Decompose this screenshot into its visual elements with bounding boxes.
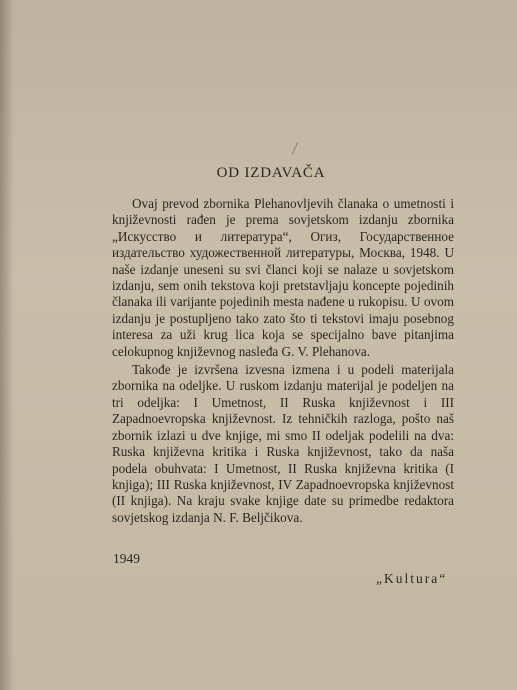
pencil-mark xyxy=(291,142,303,158)
footer-year: 1949 xyxy=(113,551,140,566)
binding-shadow xyxy=(0,0,14,690)
footer-publisher: „Kultura“ xyxy=(376,571,448,586)
body-text xyxy=(112,196,454,526)
page-title: OD IZDAVAČA xyxy=(216,165,326,181)
paragraph-1: Ovaj prevod zbornika Plehanovljevih članaka o umetnosti i književnosti rađen je prema sovjetskom izdanju zbornika „Искусство и литература“, Огиз, Государственное издательство художественной литературы, Москва, 1948. U naše izdanje uneseni su svi članci koji se nalaze u sovjetskom izdanju, sem onih tekstova koji pretstavljaju koncepte pojedinih članaka ili varijante pojedinih mesta nađene u rukopisu. U ovom izdanju je postupljeno tako zato što ti tekstovi imaju posebnog interesa za uži krug lica koja se specijalno bave pitanjima celokupnog književnog nasleđa G. V. Plehanova. xyxy=(112,196,454,359)
paragraph-2: Takođe je izvršena izvesna izmena i u podeli materijala zbornika na odeljke. U ruskom izdanju materijal je podeljen na tri odeljka: I Umetnost, II Ruska književnost i III Zapadnoevropska književnost. Iz tehničkih razloga, pošto naš zbornik izlazi u dve knjige, mi smo II odeljak podelili na dva: Ruska književna kritika i Ruska književnost, tako da naša podela obuhvata: I Umetnost, II Ruska književna kritika (I knjiga); III Ruska književnost, IV Zapadnoevropska književnost (II knjiga). Na kraju svake knjige date su primedbe redaktora sovjetskog izdanja N. F. Beljčikova. xyxy=(112,362,454,525)
